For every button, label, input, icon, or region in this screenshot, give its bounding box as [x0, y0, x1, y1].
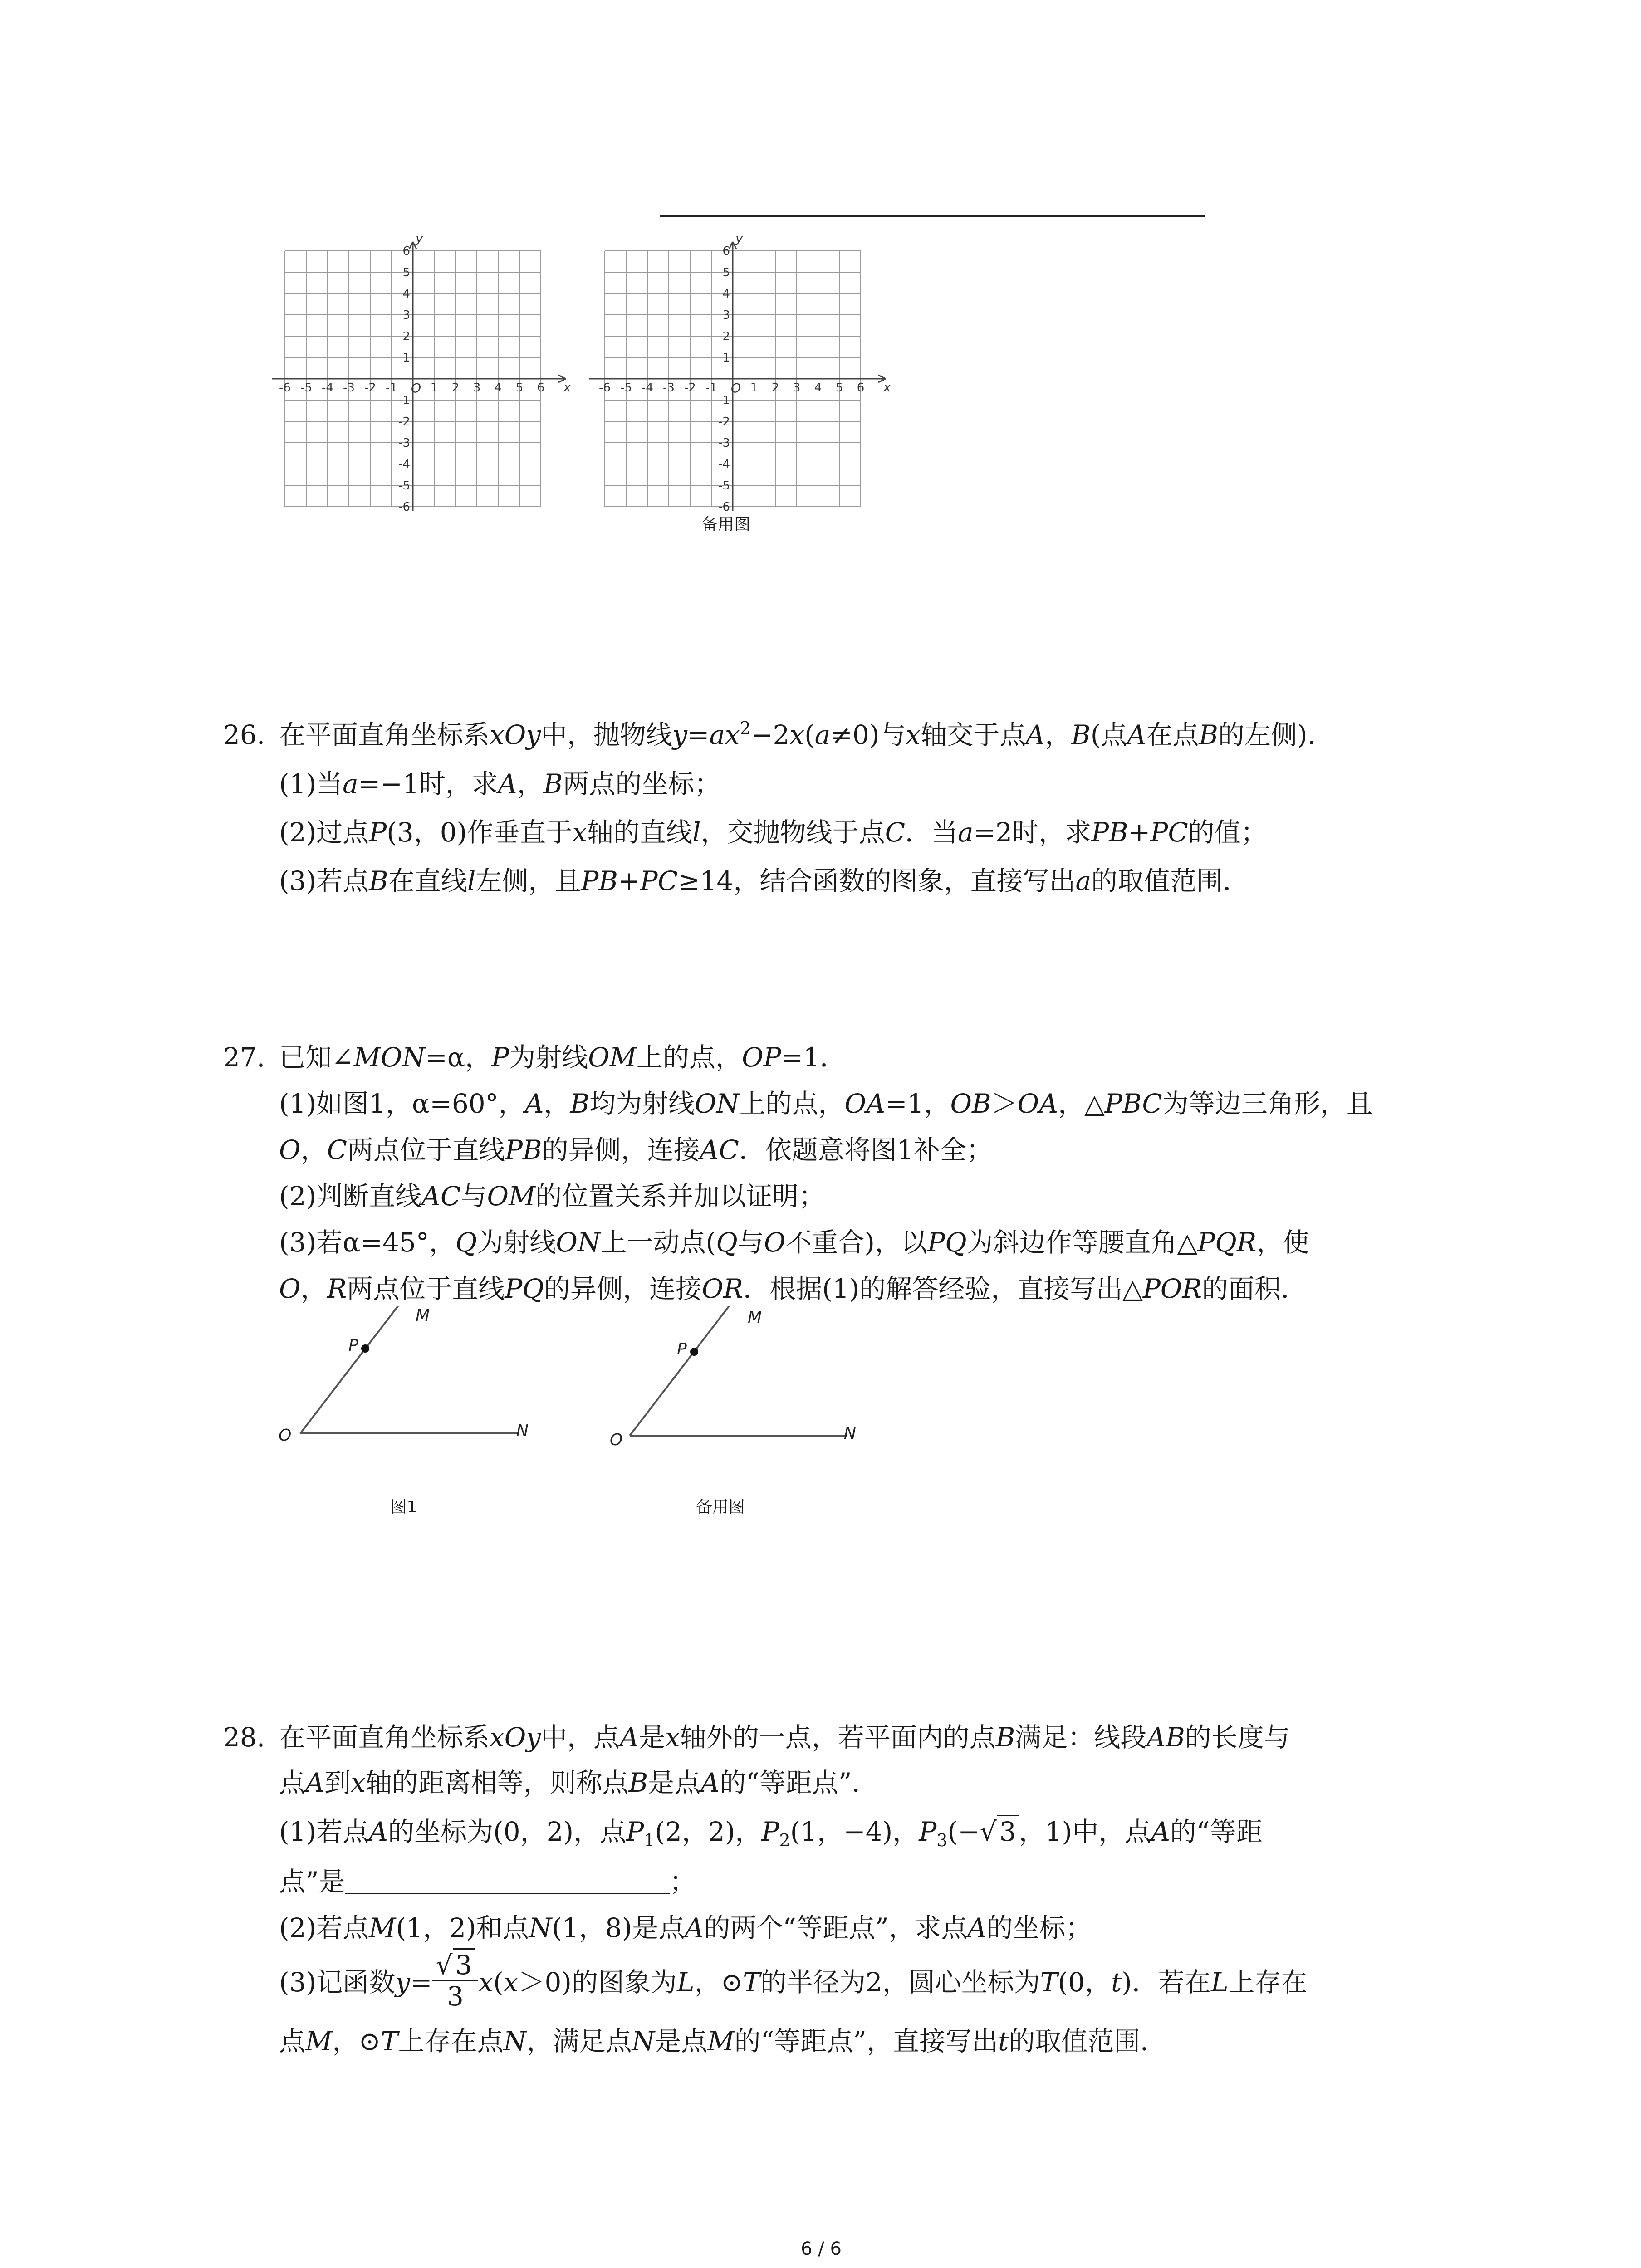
ray-om: [300, 1306, 424, 1433]
y-axis-label: y: [735, 231, 743, 246]
x-tick-label: 1: [750, 381, 758, 395]
y-tick-label: -6: [718, 500, 730, 514]
origin-label: O: [411, 381, 421, 396]
point-p: [361, 1344, 369, 1353]
grid-caption: 备用图: [701, 515, 750, 534]
y-tick-label: 1: [722, 351, 730, 365]
x-tick-label: -3: [663, 381, 675, 395]
answer-blank[interactable]: [345, 1868, 670, 1894]
figure-2-caption: 备用图: [696, 1498, 745, 1516]
x-tick-label: 1: [430, 381, 438, 395]
x-tick-label: 2: [771, 381, 779, 395]
y-tick-label: 5: [402, 266, 410, 279]
x-tick-label: -6: [279, 381, 291, 395]
label-n: N: [516, 1422, 529, 1440]
y-tick-label: -3: [718, 436, 730, 450]
x-tick-label: -1: [386, 381, 397, 395]
x-tick-label: 5: [515, 381, 524, 395]
question-28-part-2: (2)若点M(1，2)和点N(1，8)是点A的两个“等距点”，求点A的坐标；: [279, 1912, 1092, 1943]
question-28-stem-line-1: 在平面直角坐标系xOy中，点A是x轴外的一点，若平面内的点B满足：线段AB的长度与: [279, 1722, 1290, 1753]
x-tick-label: -3: [343, 381, 355, 395]
question-27-number: 27.: [223, 1042, 265, 1073]
x-tick-label: 6: [537, 381, 545, 395]
y-tick-label: 6: [402, 244, 410, 258]
fraction: $\frac{√ 3}{3}$: [432, 1950, 479, 2011]
question-28-part-1-line-2: 点”是 ；: [279, 1866, 696, 1897]
y-tick-label: 2: [722, 330, 730, 343]
question-26-part-1: (1)当a=−1时，求A，B两点的坐标；: [279, 768, 721, 799]
grid-figure-2: [581, 213, 907, 540]
question-26-stem: 在平面直角坐标系xOy中，抛物线$y=ax^2-2x(a\ne 0)$与x轴交于点A，B(点A在点B的左侧).: [279, 718, 1316, 750]
question-28-part-1-line-1: (1)若点A的坐标为(0，2)，点$P_1(2$，2)，$P_2(1$，−4)，$P_3(-√$ 3 ，1)中，点A的“等距: [279, 1816, 1263, 1848]
x-tick-label: -6: [599, 381, 611, 395]
question-26-part-3: (3)若点B在直线l左侧，且PB+PC≥14，结合函数的图象，直接写出a的取值范围．: [279, 865, 1249, 896]
x-tick-label: -2: [364, 381, 376, 395]
y-tick-label: -5: [718, 479, 730, 493]
angle-figure-1: [272, 1306, 544, 1442]
y-tick-label: -1: [398, 394, 410, 407]
question-26-number: 26.: [223, 719, 265, 750]
question-28-stem-line-2: 点A到x轴的距离相等，则称点B是点A的“等距点”．: [279, 1767, 878, 1798]
y-tick-label: -2: [398, 415, 410, 429]
y-tick-label: -6: [398, 500, 410, 514]
y-tick-label: -4: [718, 458, 730, 471]
y-axis-label: y: [416, 231, 423, 246]
y-tick-label: 4: [402, 287, 410, 301]
label-p: P: [348, 1336, 358, 1355]
y-tick-label: 1: [402, 351, 410, 365]
x-tick-label: -4: [642, 381, 653, 395]
label-o: O: [279, 1426, 292, 1442]
y-tick-label: 4: [722, 287, 730, 301]
question-28-part-3-line-2: 点M，⊙T上存在点N，满足点N是点M的“等距点”，直接写出t的取值范围．: [279, 2026, 1167, 2057]
x-tick-label: 3: [473, 381, 481, 395]
y-tick-label: 2: [402, 330, 410, 343]
page-number: 6 / 6: [801, 2239, 842, 2259]
y-tick-label: 3: [402, 308, 410, 322]
x-tick-label: 3: [793, 381, 801, 395]
point-p: [690, 1348, 698, 1356]
question-27-part-1-line-1: (1)如图1，α=60°，A，B均为射线ON上的点，OA=1，OB＞OA，△PBC为等边三角形，且: [279, 1088, 1373, 1119]
y-tick-label: -4: [398, 458, 410, 471]
angle-figure-2: [599, 1306, 871, 1447]
question-28-part-3-line-1: (3)记函数y= $\frac{√ 3}{3}$ x(x＞0)的图象为L，⊙T的半径为2，圆心坐标为T(0，t)．若在L上存在: [279, 1950, 1307, 2015]
question-28-number: 28.: [223, 1722, 265, 1753]
y-tick-label: -2: [718, 415, 730, 429]
x-tick-label: -5: [300, 381, 312, 395]
label-m: M: [416, 1306, 430, 1325]
x-tick-label: 4: [494, 381, 502, 395]
label-p: P: [677, 1340, 687, 1359]
origin-label: O: [731, 381, 741, 396]
x-axis-label: x: [563, 380, 571, 395]
y-tick-label: -1: [718, 394, 730, 407]
question-27-part-3-line-2: O，R两点位于直线PQ的异侧，连接OR．根据(1)的解答经验，直接写出△POR的面积．: [279, 1273, 1308, 1304]
y-tick-label: -5: [398, 479, 410, 493]
question-26-part-2: (2)过点P(3，0)作垂直于x轴的直线l，交抛物线于点C．当a=2时，求PB+PC的值；: [279, 817, 1267, 848]
y-tick-label: 5: [722, 266, 730, 279]
question-27-part-1-line-2: O，C两点位于直线PB的异侧，连接AC．依题意将图1补全；: [279, 1134, 993, 1165]
x-tick-label: 5: [835, 381, 843, 395]
label-m: M: [748, 1308, 762, 1327]
x-tick-label: -2: [684, 381, 696, 395]
x-tick-label: -5: [620, 381, 632, 395]
grid-figure-1: [272, 213, 581, 540]
question-27-part-2: (2)判断直线AC与OM的位置关系并加以证明；: [279, 1181, 825, 1212]
x-tick-label: 4: [814, 381, 822, 395]
y-tick-label: -3: [398, 436, 410, 450]
figure-1-caption: 图1: [390, 1498, 417, 1516]
x-axis-label: x: [883, 380, 891, 395]
x-tick-label: -4: [322, 381, 333, 395]
label-o: O: [610, 1431, 623, 1447]
question-27-stem: 已知∠MON=α，P为射线OM上的点，OP=1．: [279, 1042, 847, 1073]
y-tick-label: 6: [722, 244, 730, 258]
ray-om: [630, 1306, 753, 1436]
question-27-part-3-line-1: (3)若α=45°，Q为射线ON上一动点(Q与O不重合)，以PQ为斜边作等腰直角△PQR，使: [279, 1227, 1309, 1258]
x-tick-label: -1: [705, 381, 717, 395]
x-tick-label: 6: [857, 381, 865, 395]
x-tick-label: 2: [451, 381, 460, 395]
label-n: N: [844, 1424, 856, 1443]
y-tick-label: 3: [722, 308, 730, 322]
